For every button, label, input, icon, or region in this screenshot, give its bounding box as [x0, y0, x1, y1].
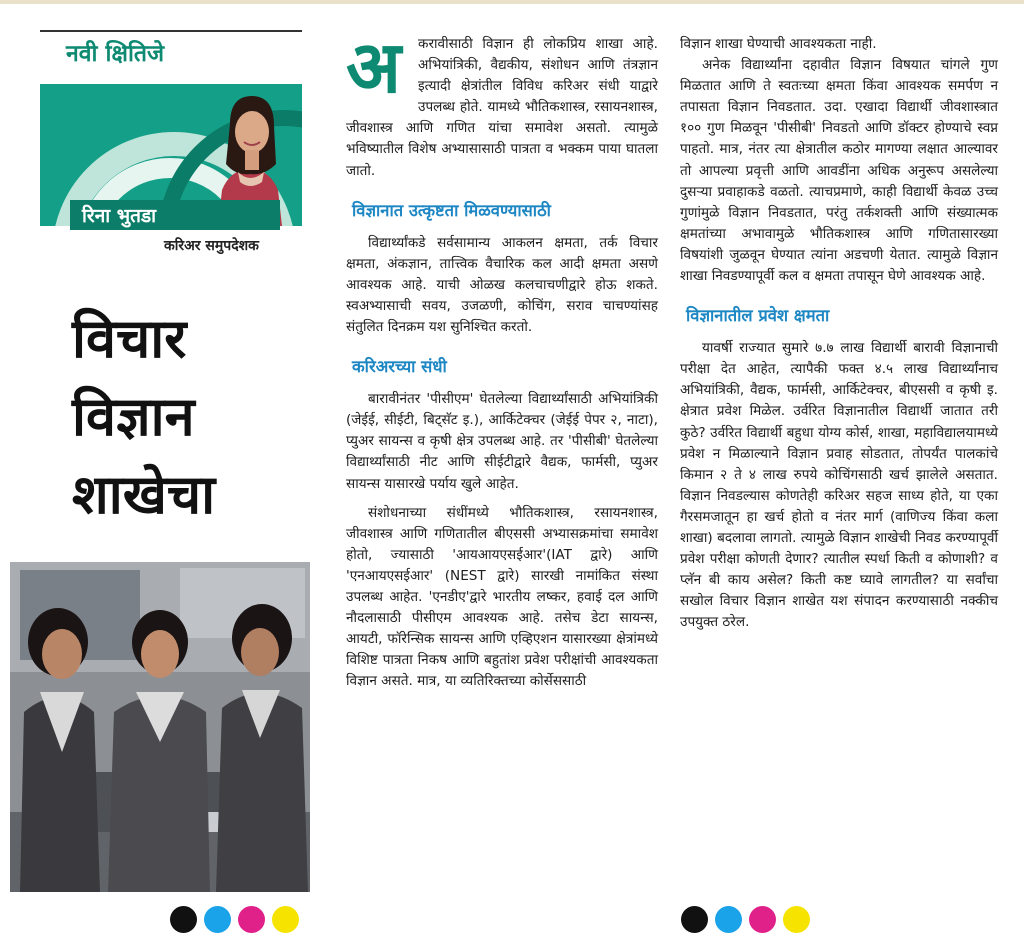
section-heading-admission: विज्ञानातील प्रवेश क्षमता	[686, 306, 830, 326]
author-role: करिअर समुपदेशक	[164, 238, 259, 254]
registration-dot-cyan	[715, 906, 742, 933]
headline-line: शाखेचा	[72, 463, 216, 526]
registration-dot-yellow	[272, 906, 299, 933]
paragraph: विद्यार्थ्यांकडे सर्वसामान्य आकलन क्षमता, तर्क विचार क्षमता, अंकज्ञान, तात्त्विक वैचारिक कल आदी क्षमता असणे आवश्यक आहे. याची ओळख कलचाचणीद्वारे होऊ शकते. स्वअभ्यासाची सवय, उजळणी, कोचिंग, सराव चाचण्यांसह संतुलित दिनक्रम यश सुनिश्चित करतो.	[346, 234, 658, 336]
continuation-line: विज्ञान शाखा घेण्याची आवश्यकता नाही.	[680, 36, 877, 52]
headline-line: विज्ञान	[72, 385, 195, 448]
left-column	[10, 22, 310, 922]
article-column-2	[346, 24, 658, 692]
page-top-border	[0, 0, 1024, 4]
author-name: रिना भुतडा	[82, 205, 157, 227]
headline-line: विचार	[72, 307, 187, 370]
registration-dot-magenta	[749, 906, 776, 933]
column-title: नवी क्षितिजे	[66, 41, 165, 67]
registration-dot-magenta	[238, 906, 265, 933]
headline	[72, 300, 312, 534]
article-column-3	[680, 34, 998, 633]
paragraph: अनेक विद्यार्थ्यांना दहावीत विज्ञान विषयात चांगले गुण मिळतात आणि ते स्वतःच्या क्षमता किंवा आवश्यक समर्पण न तपासता विज्ञान निवडतात. उदा. एखादा विद्यार्थी जीवशास्त्रात १०० गुण मिळवून 'पीसीबी' निवडतो आणि डॉक्टर होण्याचे स्वप्न पाहतो. मात्र, नंतर त्या क्षेत्रातील कठोर मागण्या लक्षात आल्यावर तो आपल्या प्रवृत्ती आणि आवडींना अधिक अनुरूप असलेल्या दुसऱ्या प्रवाहाकडे वळतो. त्याचप्रमाणे, काही विद्यार्थी केवळ उच्च गुणांमुळे विज्ञान निवडतात, परंतु तर्कशक्ती आणि संख्यात्मक क्षमतांच्या अभावामुळे भौतिकशास्त्र आणि गणितासारख्या विषयांशी जुळवून घेण्यात त्यांना अडचणी येतात. त्यामुळे विज्ञान शाखा निवडण्यापूर्वी कल व क्षमता तपासून घेणे आवश्यक आहे.	[680, 57, 998, 285]
column-top-rule	[40, 30, 302, 32]
intro-paragraph: करावीसाठी विज्ञान ही लोकप्रिय शाखा आहे. अभियांत्रिकी, वैद्यकीय, संशोधन आणि तंत्रज्ञान इत्यादी क्षेत्रांतील विविध करिअर संधी याद्वारे उपलब्ध होते. यामध्ये भौतिकशास्त्र, रसायनशास्त्र, जीवशास्त्र आणि गणित यांचा समावेश असतो. त्यामुळे भविष्यातील विशेष अभ्यासासाठी पात्रता व भक्कम पाया घातला जातो.	[346, 36, 658, 179]
intro-block	[346, 24, 658, 182]
paragraph: बारावीनंतर 'पीसीएम' घेतलेल्या विद्यार्थ्यांसाठी अभियांत्रिकी (जेईई, सीईटी, बिट्सॅट इ.), आर्किटेक्चर (जेईई पेपर २, नाटा), प्युअर सायन्स व कृषी क्षेत्र उपलब्ध आहे. तर 'पीसीबी' घेतलेल्या विद्यार्थ्यांसाठी नीट आणि सीईटीद्वारे वैद्यक, फार्मसी, प्युअर सायन्स यासारखे पर्याय खुले आहेत.	[346, 391, 658, 492]
registration-dot-yellow	[783, 906, 810, 933]
paragraph: यावर्षी राज्यात सुमारे ७.७ लाख विद्यार्थी बारावी विज्ञानाची परीक्षा देत आहेत, त्यापैकी फक्त ४.५ लाख विद्यार्थ्यांनाच अभियांत्रिकी, वैद्यक, फार्मसी, आर्किटेक्चर, बीएससी व कृषी इ. क्षेत्रात प्रवेश मिळेल. उर्वरित विज्ञानातील विद्यार्थी जातात तरी कुठे? उर्वरित विद्यार्थी बहुधा योग्य कोर्स, शाखा, महाविद्यालयामध्ये प्रवेश न मिळाल्याने विज्ञान प्रवाह सोडतात, तोपर्यंत पालकांचे किमान २ ते ४ लाख रुपये कोचिंगसाठी खर्च झालेले असतात. विज्ञान निवडल्यास कोणतेही करिअर सहज साध्य होते, या एका गैरसमजातून हा खर्च होतो व नंतर मार्ग (वाणिज्य किंवा कला शाखा) बदलावा लागतो. त्यामुळे विज्ञान शाखेची निवड करण्यापूर्वी प्रवेश परीक्षा कोणती देणार? त्यातील स्पर्धा किती व कोणाशी? व प्लॅन बी काय असेल? किती कष्ट घ्यावे लागतील? या सर्वांचा सखोल विचार विज्ञान शाखेत यश संपादन करण्यासाठी नक्कीच उपयुक्त ठरेल.	[680, 340, 998, 631]
paragraph: संशोधनाच्या संधींमध्ये भौतिकशास्त्र, रसायनशास्त्र, जीवशास्त्र आणि गणितातील बीएससी अभ्यासक्रमांचा समावेश होतो, ज्यासाठी 'आयआयएसईआर'(IAT द्वारे) आणि 'एनआयएसईआर' (NEST द्वारे) सारखी नामांकित संस्था उपलब्ध आहेत. 'एनडीए'द्वारे भारतीय लष्कर, हवाई दल आणि नौदलासाठी पीसीएम आवश्यक आहे. तसेच डेटा सायन्स, आयटी, फॉरेन्सिक सायन्स आणि एव्हिएशन यासारख्या क्षेत्रांमध्ये विशिष्ट पात्रता निकष आणि बहुतांश प्रवेश परीक्षांची आवश्यकता विज्ञान असते. मात्र, या व्यतिरिक्तच्या कोर्सेससाठी	[346, 504, 658, 690]
section-heading-career: करिअरच्या संधी	[352, 357, 447, 377]
registration-dot-cyan	[204, 906, 231, 933]
drop-cap: अ	[346, 24, 402, 109]
registration-dot-black	[170, 906, 197, 933]
registration-dot-black	[681, 906, 708, 933]
students-lab-photo	[10, 562, 310, 892]
section-heading-excellence: विज्ञानात उत्कृष्टता मिळवण्यासाठी	[352, 200, 551, 220]
